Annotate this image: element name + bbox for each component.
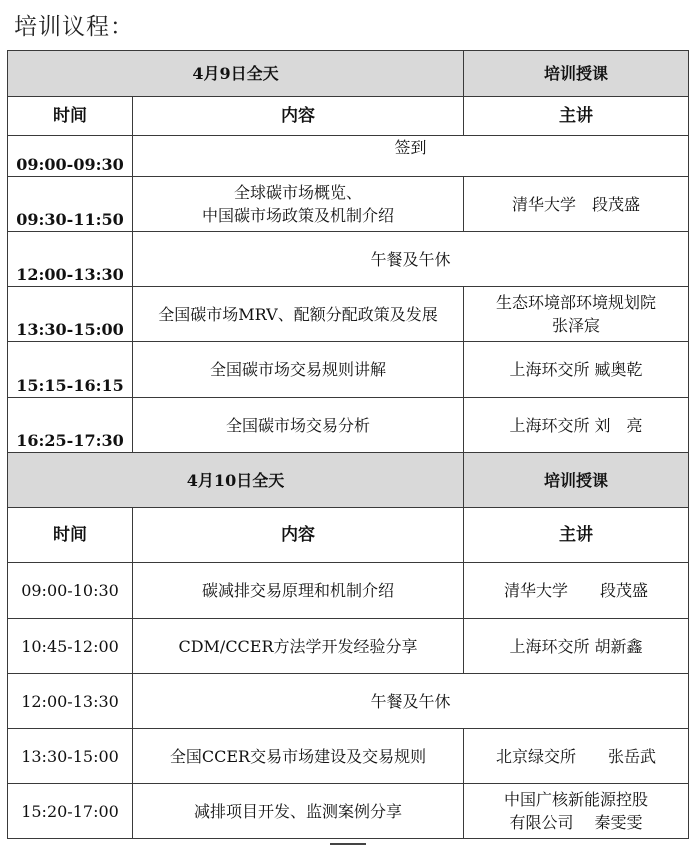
span-cell: 午餐及午休 [133,674,689,729]
day2-title: 4月10日全天 [8,453,464,508]
day1-header-row [8,51,689,97]
time-cell: 15:20-17:00 [8,784,133,839]
span-cell: 签到 [133,136,689,177]
speaker-cell: 清华大学 段茂盛 [464,177,689,232]
day1-time-header: 时间 [8,97,133,136]
content-cell: 全国碳市场MRV、配额分配政策及发展 [133,287,464,342]
day1-title: 4月9日全天 [8,51,464,97]
speaker-cell: 上海环交所 臧奥乾 [464,342,689,398]
time-cell: 09:00-09:30 [8,136,133,177]
agenda-table [7,50,689,839]
time-cell: 09:30-11:50 [8,177,133,232]
day2-speaker-header: 主讲 [464,508,689,563]
page-edge-mark [330,843,366,845]
time-cell: 15:15-16:15 [8,342,133,398]
speaker-cell: 上海环交所 胡新鑫 [464,619,689,674]
time-cell: 10:45-12:00 [8,619,133,674]
day2-header-row [8,453,689,508]
table-row [8,729,689,784]
day1-column-headers [8,97,689,136]
speaker-cell [464,287,689,342]
time-cell: 16:25-17:30 [8,398,133,453]
speaker-line: 中国广核新能源控股 [503,790,648,809]
content-cell: 全国碳市场交易规则讲解 [133,342,464,398]
content-cell: CDM/CCER方法学开发经验分享 [133,619,464,674]
speaker-line: 生态环境部环境规划院 [495,293,656,312]
speaker-cell [464,784,689,839]
speaker-cell: 清华大学 段茂盛 [464,563,689,619]
day2-training-label: 培训授课 [464,453,689,508]
day1-speaker-header: 主讲 [464,97,689,136]
day2-column-headers [8,508,689,563]
content-cell: 全国碳市场交易分析 [133,398,464,453]
day2-time-header: 时间 [8,508,133,563]
content-cell: 碳减排交易原理和机制介绍 [133,563,464,619]
speaker-cell: 北京绿交所 张岳武 [464,729,689,784]
page-title: 培训议程： [14,14,134,40]
day1-training-label: 培训授课 [464,51,689,97]
table-row [8,232,689,287]
speaker-cell: 上海环交所 刘 亮 [464,398,689,453]
speaker-line: 有限公司 秦雯雯 [509,813,643,832]
content-line: 中国碳市场政策及机制介绍 [201,206,394,225]
time-cell: 12:00-13:30 [8,674,133,729]
time-cell: 13:30-15:00 [8,729,133,784]
table-row [8,563,689,619]
table-row [8,398,689,453]
content-cell: 减排项目开发、监测案例分享 [133,784,464,839]
table-row [8,136,689,177]
table-row [8,177,689,232]
span-cell: 午餐及午休 [133,232,689,287]
time-cell: 12:00-13:30 [8,232,133,287]
table-row [8,342,689,398]
content-line: 全球碳市场概览、 [233,183,362,202]
content-cell: 全国CCER交易市场建设及交易规则 [133,729,464,784]
day2-content-header: 内容 [133,508,464,563]
table-row [8,287,689,342]
time-cell: 09:00-10:30 [8,563,133,619]
table-row [8,784,689,839]
table-row [8,674,689,729]
speaker-line: 张泽宸 [551,316,600,335]
content-cell [133,177,464,232]
table-row [8,619,689,674]
time-cell: 13:30-15:00 [8,287,133,342]
day1-content-header: 内容 [133,97,464,136]
